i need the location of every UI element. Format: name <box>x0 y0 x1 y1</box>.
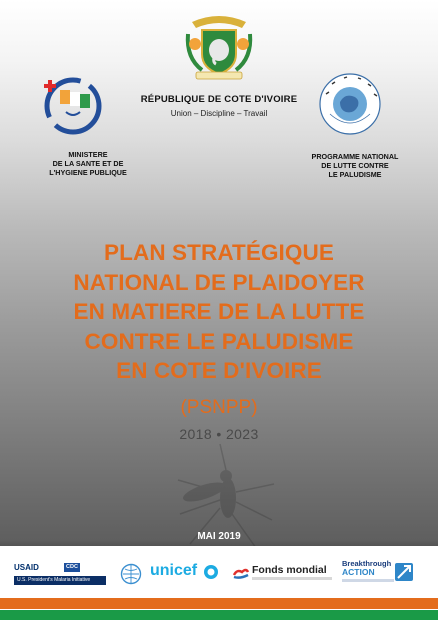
breakthrough-label: Breakthrough <box>342 559 392 568</box>
breakthrough-tagline-bar <box>342 579 394 582</box>
title-line: NATIONAL DE PLAIDOYER <box>73 269 365 295</box>
footer-color-stripe <box>0 598 438 620</box>
ministry-label: MINISTERE DE LA SANTE ET DE L'HYGIENE PUBLIQUE <box>49 150 127 177</box>
program-label: PROGRAMME NATIONAL DE LUTTE CONTRE LE PALUDISME <box>311 152 399 179</box>
national-motto: Union – Discipline – Travail <box>170 109 268 118</box>
fonds-mondial-icon <box>232 566 250 580</box>
pnlp-logo-icon <box>318 72 382 136</box>
usaid-logo <box>14 563 106 587</box>
fonds-tagline-bar <box>252 577 332 580</box>
who-icon <box>120 563 142 585</box>
plan-period: 2018 • 2023 <box>179 426 259 442</box>
cdc-label: CDC <box>64 563 80 572</box>
breakthrough-logo <box>342 559 391 577</box>
republic-name: RÉPUBLIQUE DE COTE D'IVOIRE <box>140 94 298 105</box>
usaid-label: USAID <box>14 563 39 572</box>
title-line: EN COTE D'IVOIRE <box>116 358 322 383</box>
unicef-globe-icon <box>203 564 219 580</box>
pmi-label: U.S. President's Malaria Initiative <box>14 576 106 585</box>
coat-of-arms-icon <box>182 14 256 84</box>
title-line: CONTRE LE PALUDISME <box>84 328 354 354</box>
document-title <box>0 238 438 386</box>
action-label: ACTION <box>342 567 375 577</box>
title-line: PLAN STRATÉGIQUE <box>104 240 334 265</box>
document-acronym: (PSNPP) <box>180 397 258 418</box>
fonds-mondial-label: Fonds mondial <box>252 564 327 576</box>
title-line: EN MATIERE DE LA LUTTE <box>73 299 365 324</box>
ministry-logo-icon <box>36 72 110 142</box>
publication-date: MAI 2019 <box>197 531 241 542</box>
breakthrough-icon <box>394 562 414 582</box>
unicef-label: unicef <box>150 562 198 579</box>
partner-logos <box>0 546 438 598</box>
